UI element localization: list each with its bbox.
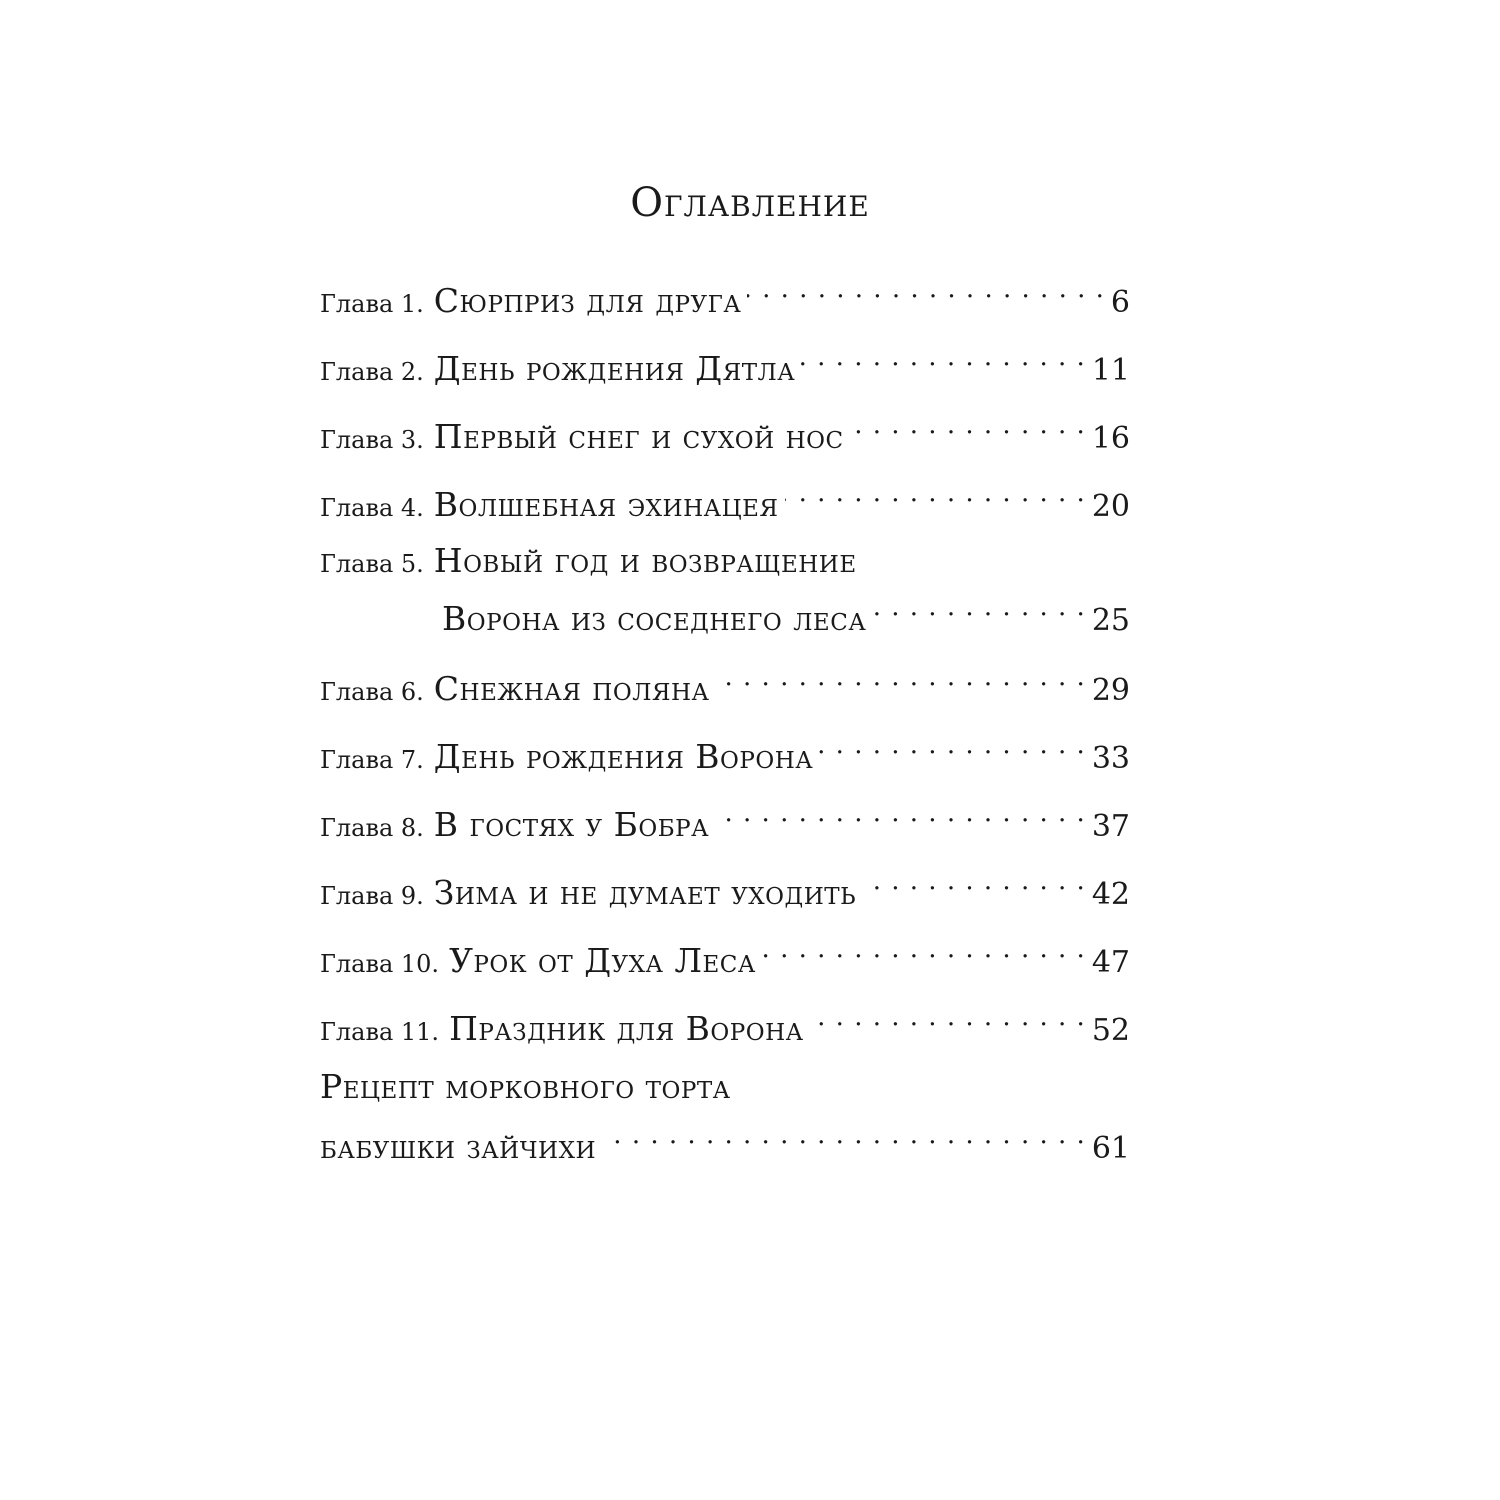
chapter-title: Праздник для Ворона bbox=[449, 1009, 804, 1048]
dot-leader bbox=[785, 470, 1086, 516]
toc-entry-chapter-4[interactable] bbox=[320, 470, 1130, 524]
toc-entry-chapter-2[interactable] bbox=[320, 334, 1130, 388]
chapter-title: Первый снег и сухой нос bbox=[433, 417, 844, 456]
toc-entry-recipe-line-1[interactable] bbox=[320, 1064, 1130, 1110]
chapter-title: День рождения Ворона bbox=[433, 737, 814, 776]
chapter-title: Урок от Духа Леса bbox=[449, 941, 756, 980]
page-number: 6 bbox=[1110, 285, 1130, 320]
page-number: 52 bbox=[1091, 1013, 1130, 1048]
toc-entry-chapter-3[interactable] bbox=[320, 402, 1130, 456]
page-title: Оглавление bbox=[630, 180, 870, 226]
toc-entry-chapter-7[interactable] bbox=[320, 722, 1130, 776]
chapter-title-line-1: Новый год и возвращение bbox=[433, 541, 857, 580]
dot-leader bbox=[819, 722, 1086, 768]
toc-entry-chapter-11[interactable] bbox=[320, 994, 1130, 1048]
chapter-title: День рождения Дятла bbox=[433, 349, 796, 388]
recipe-title-line-1: Рецепт морковного торта bbox=[320, 1067, 731, 1106]
page-number: 25 bbox=[1091, 603, 1130, 638]
dot-leader bbox=[715, 790, 1086, 836]
chapter-title: Зима и не думает уходить bbox=[433, 873, 857, 912]
toc-entry-chapter-5[interactable] bbox=[320, 584, 1130, 638]
dot-leader bbox=[850, 402, 1086, 448]
toc-entry-chapter-1[interactable] bbox=[320, 266, 1130, 320]
chapter-label: Глава 8. bbox=[320, 814, 424, 842]
chapter-label: Глава 1. bbox=[320, 290, 424, 318]
chapter-label: Глава 2. bbox=[320, 358, 424, 386]
chapter-title: Волшебная эхинацея bbox=[433, 485, 779, 524]
dot-leader bbox=[762, 926, 1086, 972]
chapter-label: Глава 3. bbox=[320, 426, 424, 454]
dot-leader bbox=[862, 858, 1086, 904]
chapter-label: Глава 11. bbox=[320, 1018, 440, 1046]
page-number: 47 bbox=[1091, 945, 1130, 980]
chapter-label: Глава 5. bbox=[320, 550, 424, 578]
toc-entry-recipe[interactable] bbox=[320, 1112, 1130, 1166]
dot-leader bbox=[747, 266, 1105, 312]
toc-entry-chapter-9[interactable] bbox=[320, 858, 1130, 912]
chapter-title: В гостях у Бобра bbox=[433, 805, 710, 844]
dot-leader bbox=[810, 994, 1086, 1040]
chapter-label: Глава 4. bbox=[320, 494, 424, 522]
page-number: 16 bbox=[1091, 421, 1130, 456]
toc-entry-chapter-10[interactable] bbox=[320, 926, 1130, 980]
chapter-title: Сюрприз для друга bbox=[433, 281, 742, 320]
chapter-label: Глава 7. bbox=[320, 746, 424, 774]
chapter-label: Глава 9. bbox=[320, 882, 424, 910]
page-number: 20 bbox=[1091, 489, 1130, 524]
chapter-label: Глава 10. bbox=[320, 950, 440, 978]
toc-entry-chapter-6[interactable] bbox=[320, 654, 1130, 708]
dot-leader bbox=[801, 334, 1086, 380]
chapter-label: Глава 6. bbox=[320, 678, 424, 706]
page-number: 42 bbox=[1091, 877, 1130, 912]
dot-leader bbox=[872, 584, 1086, 630]
chapter-title-line-2: Ворона из соседнего леса bbox=[442, 599, 867, 638]
page-number: 29 bbox=[1091, 673, 1130, 708]
page-number: 11 bbox=[1091, 353, 1130, 388]
toc-entry-chapter-5-line-1[interactable] bbox=[320, 538, 1130, 584]
page-number: 61 bbox=[1091, 1131, 1130, 1166]
recipe-title-line-2: бабушки зайчихи bbox=[320, 1127, 597, 1166]
page-number: 37 bbox=[1091, 809, 1130, 844]
chapter-title: Снежная поляна bbox=[433, 669, 710, 708]
toc-entry-chapter-8[interactable] bbox=[320, 790, 1130, 844]
dot-leader bbox=[715, 654, 1085, 700]
page-number: 33 bbox=[1091, 741, 1130, 776]
dot-leader bbox=[602, 1112, 1086, 1158]
